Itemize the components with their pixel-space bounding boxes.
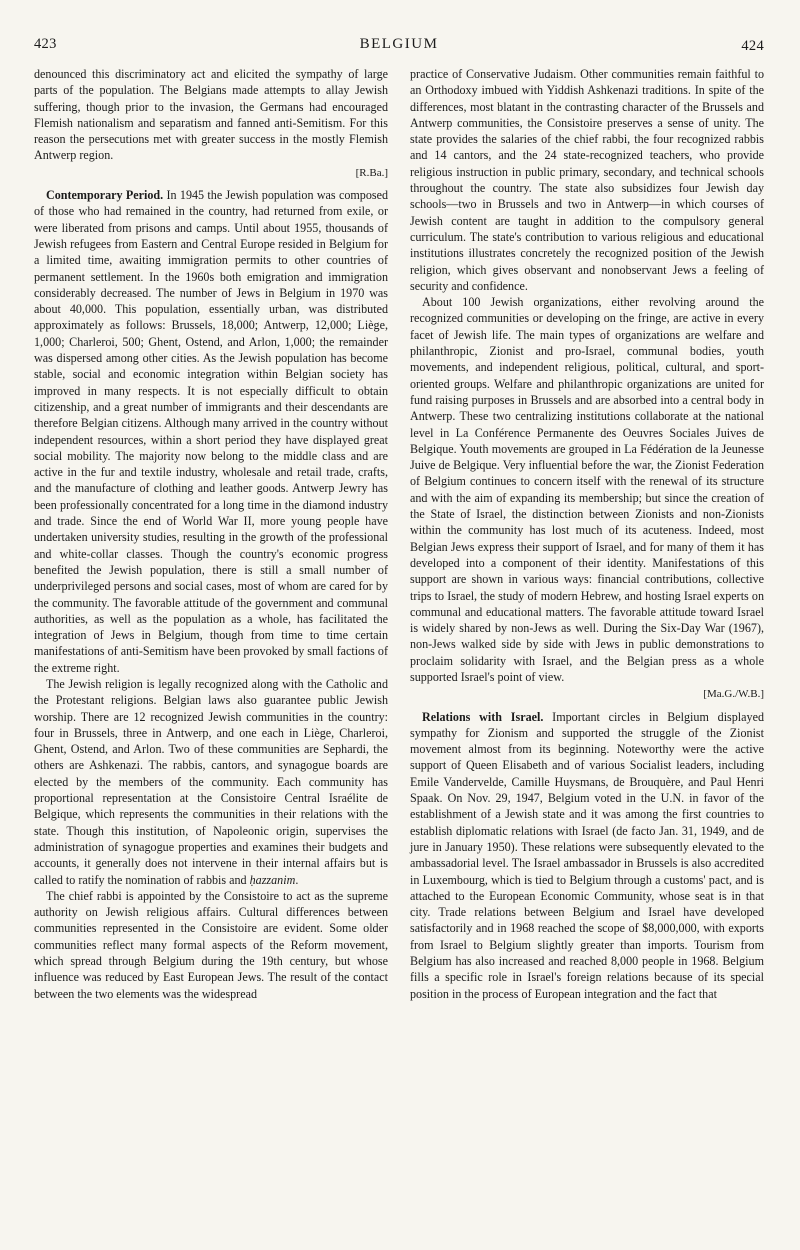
- paragraph: [34, 187, 388, 676]
- running-title: BELGIUM: [359, 36, 439, 52]
- paragraph-text: In 1945 the Jewish population was composed of those who had remained in the country, had returned from exile, or were liberated from prisons and camps. Until about 1955, thousands of Jewish refugees from Eastern and Central Europe resided in Belgium for a limited time, awaiting immigration permits to other countries of permanent settlement. In the 1960s both emigration and immigration considerably decreased. The number of Jews in Belgium in 1970 was about 40,000. This population, essentially urban, was distributed approximately as follows: Brussels, 18,000; Antwerp, 12,000; Liège, 1,000; Charleroi, 500; Ghent, Ostend, and Arlon, 1,000; the remainder was dispersed among other cities. As the Jewish population has become stable, social and economic integration within Belgian society has improved in many respects. It is not especially difficult to obtain citizenship, and a great number of immigrants and their descendants are therefore Belgian citizens. Although many arrived in the country without independent resources, within a short period they have displayed great social mobility. The majority now belong to the middle class and are active in the fur and textile industry, wholesale and retail trade, crafts, and the manufacture of clothing and leather goods. Antwerp Jewry has been professionally concentrated for a long time in the diamond industry and trade. Since the end of World War II, more young people have undertaken university studies, resulting in the growth of the professional and white-collar classes. Though the country's economic progress benefited the Jewish population, there is still a small number of underprivileged persons and social cases, most of whom are cared for by the community. The favorable attitude of the government and communal authorities, as well as the population as a whole, has facilitated the integration of Jews in Belgium, though from time to time certain manifestations of anti-Semitism have been provoked by small factions of the extreme right.: [34, 188, 388, 675]
- paragraph: [410, 709, 764, 1002]
- author-signature: [Ma.G./W.B.]: [703, 688, 764, 701]
- page-number-left: 423: [34, 36, 57, 52]
- page-header: [34, 30, 764, 58]
- left-column: [34, 66, 388, 1002]
- paragraph-text: .: [295, 872, 299, 887]
- paragraph: [34, 676, 388, 888]
- paragraph: The chief rabbi is appointed by the Consistoire to act as the supreme authority on Jewish religious affairs. Cultural differences between communities represented in the Consistoire are evident. Some older communities reflect many formal aspects of the Reform movement, which spread through Belgium during the 19th century, but whose influence was reduced by East European Jews. The result of the contact between the two elements was the widespread: [34, 888, 388, 1001]
- section-heading: Contemporary Period.: [46, 188, 164, 203]
- italic-term: ḥazzanim: [249, 872, 296, 887]
- page-number-right: 424: [741, 38, 764, 54]
- paragraph: About 100 Jewish organizations, either revolving around the recognized communities or developing on the fringe, are active in every facet of Jewish life. The main types of organizations are welfare and philanthropic, Zionist and pro-Israel, communal bodies, youth movements, and independent religious, political, cultural, and sport-oriented groups. Welfare and philanthropic organizations are united for fund raising purposes in Brussels and are absorbed into a central body in Antwerp. These two centralizing institutions collaborate at the national level in La Conférence Permanente des Oeuvres Sociales Juives de Belgique. Youth movements are grouped in La Fédération de la Jeunesse Juive de Belgique. Very influential before the war, the Zionist Federation of Belgium continues to concern itself with the renewal of its structure and with the aim of expanding its membership; but since the creation of the State of Israel, the distinction between Zionists and non-Zionists within the community has lost much of its acuteness. Indeed, most Belgian Jews express their support of Israel, and for many of them it has developed into a component of their identity. Manifestations of this support are shown in various ways: financial contributions, collective trips to Israel, the study of modern Hebrew, and hosting Israel experts on communal and educational matters. The favorable attitude toward Israel is widely shared by non-Jews as well. During the Six-Day War (1967), non-Jews walked side by side with Jews in public demonstrations to proclaim solidarity with Israel, and the Belgian press as a whole supported Israel's point of view.: [410, 295, 764, 684]
- paragraph-text: The Jewish religion is legally recognized along with the Catholic and the Protestant religions. Belgian laws also guarantee public Jewish worship. There are 12 recognized Jewish communities in the country: four in Brussels, three in Antwerp, and one each in Liège, Charleroi, Ghent, Ostend, and Arlon. Two of these communities are Sephardi, the others are Ashkenazi. The rabbis, cantors, and synagogue boards are elected by the members of the community. Each community has proportional representation at the Consistoire Central Israélite de Belgique, which represents the communities in their relations with the state. Though this institution, of Napoleonic origin, supervises the administration of synagogue properties and examines their budgets and accounts, it generally does not intervene in their internal affairs but is called to ratify the nomination of rabbis and: [34, 676, 388, 887]
- right-column: [410, 66, 764, 1002]
- author-signature: [R.Ba.]: [355, 166, 388, 179]
- paragraph: practice of Conservative Judaism. Other communities remain faithful to an Orthodoxy imbued with Yiddish Ashkenazi traditions. In spite of the differences, most blatant in the contrasting character of the Brussels and Antwerp communities, the Consistoire preserves a sense of unity. The state provides the salaries of the chief rabbi, the four recognized rabbis and 14 cantors, and the 24 state-recognized teachers, who provide religious instruction in public primary, secondary, and technical schools throughout the country. The state also subsidizes four Jewish day schools—two in Brussels and two in Antwerp—in which courses of Jewish content are taught in addition to the compulsory general curriculum. The state's contribution to various religious and educational institutions illustrates concretely the recognized position of the Jewish religion, which gives observant and nonobservant Jews a feeling of security and confidence.: [410, 67, 764, 293]
- section-heading: Relations with Israel.: [422, 709, 544, 724]
- paragraph: denounced this discriminatory act and elicited the sympathy of large parts of the population. The Belgians made attempts to allay Jewish suffering, though prior to the invasion, the Germans had encouraged Flemish nationalism and separatism and fanned anti-Semitism. For this reason the persecutions met with greater success in the mostly Flemish Antwerp region.: [34, 67, 388, 163]
- paragraph-text: Important circles in Belgium displayed sympathy for Zionism and supported the struggle of the Zionist movement almost from its beginning. Noteworthy were the active support of Queen Elisabeth and of various Socialist leaders, including Emile Vandervelde, Camille Huysmans, de Brouquère, and Paul Henri Spaak. On Nov. 29, 1947, Belgium voted in the U.N. in favor of the establishment of a Jewish state and it was among the first countries to establish diplomatic relations with Israel (de facto Jan. 31, 1949, and de jure in January 1950). These relations were subsequently elevated to the ambassadorial level. The Israel ambassador in Brussels is also accredited in Luxembourg, which is tied to Belgium through a customs' pact, and is attached to the European Economic Community, whose seat is in that city. Trade relations between Belgium and Israel have developed satisfactorily and in 1968 reached the scope of $8,000,000, with exports from Israel to Belgium slightly greater than imports. Tourism from Belgium has also increased and reached 8,000 people in 1968. Belgium fills a specific role in Israel's foreign relations because of its special position in the process of European integration and the fact that: [410, 709, 764, 1001]
- text-columns: [34, 66, 764, 1002]
